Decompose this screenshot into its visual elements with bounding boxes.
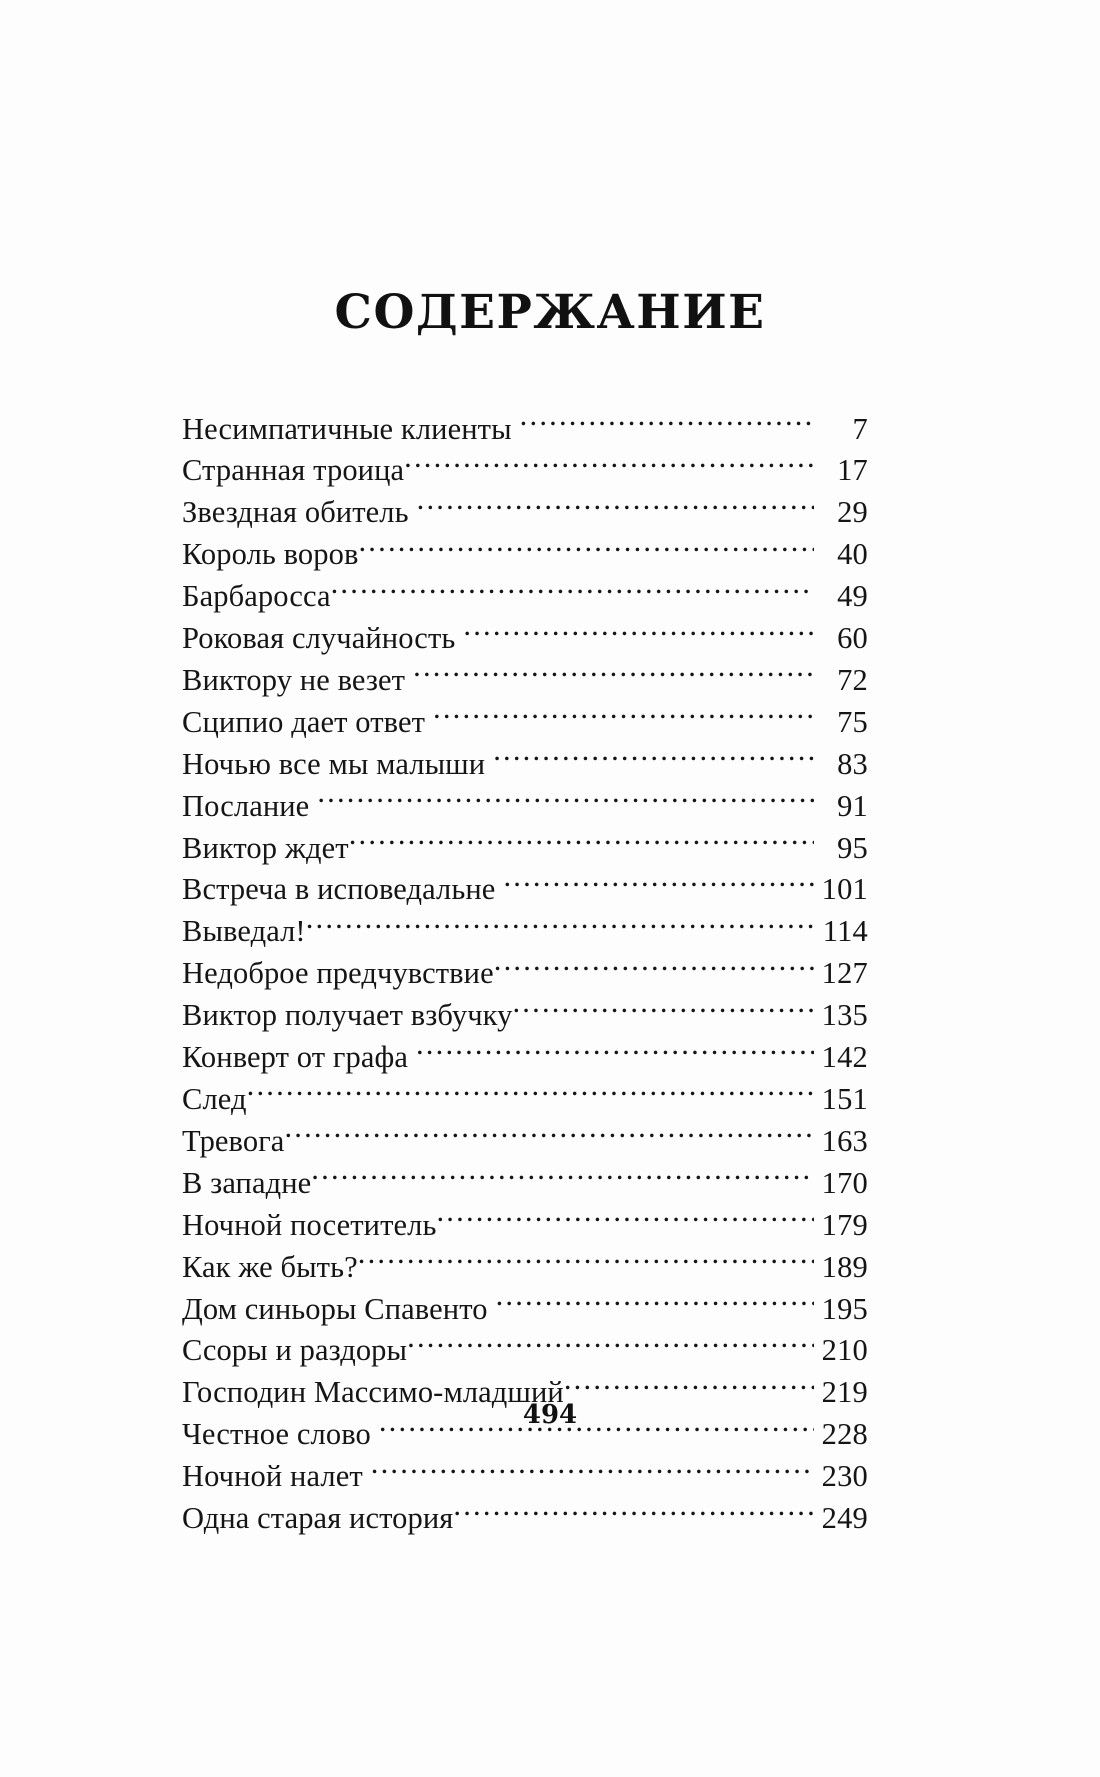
toc-entry-page-number: 210 [821, 1333, 868, 1368]
toc-entry[interactable] [182, 576, 868, 618]
toc-entry-page-number: 228 [821, 1417, 868, 1452]
toc-entry-page-number: 75 [837, 704, 868, 739]
toc-entry[interactable] [182, 1079, 868, 1121]
toc-entry-title: Король воров [182, 537, 359, 572]
toc-entry[interactable] [182, 1120, 868, 1162]
toc-dot-leader [496, 1288, 814, 1319]
toc-dot-leader [520, 408, 814, 439]
toc-dot-leader [284, 1120, 814, 1151]
toc-entry-list [182, 408, 868, 1539]
toc-entry-title: Дом синьоры Спавенто [182, 1291, 488, 1326]
toc-entry-page-number: 114 [822, 914, 868, 949]
toc-entry-title: Роковая случайность [182, 621, 456, 656]
toc-entry[interactable] [182, 869, 868, 911]
toc-entry-title: Ночной налет [182, 1459, 363, 1494]
toc-entry-page-number: 230 [821, 1459, 868, 1494]
toc-dot-leader [503, 869, 814, 900]
toc-entry-title: Как же быть? [182, 1249, 358, 1284]
toc-entry-title: Честное слово [182, 1417, 371, 1452]
toc-entry-title: Недоброе предчувствие [182, 956, 494, 991]
toc-entry-title: Конверт от графа [182, 1040, 408, 1075]
toc-entry-title: Виктор ждет [182, 830, 349, 865]
toc-dot-leader [417, 492, 814, 523]
toc-dot-leader [463, 618, 814, 649]
toc-dot-leader [494, 953, 814, 984]
toc-entry-page-number: 142 [821, 1040, 868, 1075]
toc-dot-leader [311, 1162, 814, 1193]
toc-entry[interactable] [182, 659, 868, 701]
toc-entry-page-number: 72 [837, 662, 868, 697]
toc-dot-leader [358, 534, 814, 565]
toc-entry-title: Тревога [182, 1123, 285, 1158]
toc-entry-title: Встреча в исповедальне [182, 872, 496, 907]
toc-entry-page-number: 127 [821, 956, 868, 991]
toc-entry[interactable] [182, 827, 868, 869]
toc-entry-title: След [182, 1082, 247, 1116]
toc-entry-page-number: 83 [837, 746, 868, 781]
page-title: СОДЕРЖАНИЕ [334, 285, 766, 341]
toc-entry-page-number: 195 [821, 1291, 868, 1326]
toc-dot-leader [306, 911, 814, 942]
toc-entry-title: Послание [182, 788, 310, 823]
toc-entry-title: Виктор получает взбучку [182, 998, 513, 1033]
toc-dot-leader [407, 1330, 814, 1361]
toc-entry-page-number: 135 [821, 998, 868, 1033]
toc-dot-leader [331, 576, 814, 607]
toc-entry-title: В западне [182, 1165, 312, 1200]
toc-entry-title: Звездная обитель [182, 495, 409, 530]
toc-entry[interactable] [182, 408, 868, 450]
toc-entry-page-number: 219 [821, 1375, 868, 1410]
toc-dot-leader [349, 827, 814, 858]
toc-entry[interactable] [182, 1162, 868, 1204]
toc-dot-leader [433, 701, 814, 732]
toc-entry-title: Странная троица [182, 453, 405, 488]
toc-dot-leader [317, 785, 814, 816]
toc-entry-page-number: 163 [821, 1123, 868, 1158]
toc-entry-page-number: 249 [821, 1501, 868, 1536]
toc-dot-leader [453, 1498, 814, 1529]
toc-entry-page-number: 49 [837, 579, 868, 614]
toc-dot-leader [436, 1204, 814, 1235]
toc-entry[interactable] [182, 701, 868, 743]
toc-entry-page-number: 95 [837, 830, 868, 865]
toc-entry-title: Несимпатичные клиенты [182, 411, 512, 446]
toc-entry[interactable] [182, 1456, 868, 1498]
toc-entry-title: Ссоры и раздоры [182, 1333, 408, 1368]
toc-entry[interactable] [182, 450, 868, 492]
toc-dot-leader [493, 743, 814, 774]
toc-entry[interactable] [182, 1246, 868, 1288]
toc-entry-title: Виктору не везет [182, 662, 406, 697]
toc-entry[interactable] [182, 743, 868, 785]
toc-dot-leader [564, 1372, 814, 1403]
toc-entry[interactable] [182, 1037, 868, 1079]
toc-entry-title: Сципио дает ответ [182, 704, 426, 739]
toc-dot-leader [416, 1037, 814, 1068]
toc-dot-leader [512, 995, 814, 1026]
toc-entry-title: Барбаросса [182, 579, 331, 614]
toc-entry-title: Одна старая история [182, 1501, 454, 1536]
toc-entry-title: Ночной посетитель [182, 1207, 437, 1242]
toc-entry-page-number: 151 [821, 1082, 868, 1116]
toc-entry-title: Ночью все мы малыши [182, 746, 486, 781]
toc-dot-leader [404, 450, 814, 481]
toc-entry-title: Выведал! [182, 914, 306, 949]
toc-entry[interactable] [182, 1204, 868, 1246]
toc-entry-page-number: 179 [821, 1207, 868, 1242]
toc-dot-leader [358, 1246, 814, 1277]
toc-entry-page-number: 101 [821, 872, 868, 907]
toc-entry[interactable] [182, 1498, 868, 1540]
toc-entry-page-number: 189 [821, 1249, 868, 1284]
toc-entry[interactable] [182, 953, 868, 995]
toc-entry-page-number: 60 [837, 621, 868, 656]
toc-entry[interactable] [182, 995, 868, 1037]
toc-entry-page-number: 40 [837, 537, 868, 572]
toc-entry-page-number: 17 [837, 453, 868, 488]
toc-dot-leader [413, 659, 814, 690]
toc-entry-page-number: 29 [837, 495, 868, 530]
toc-entry[interactable] [182, 618, 868, 660]
toc-dot-leader [371, 1456, 814, 1487]
toc-entry-title: Господин Массимо-младший [182, 1375, 564, 1410]
toc-entry[interactable] [182, 911, 868, 953]
toc-entry[interactable] [182, 492, 868, 534]
toc-entry[interactable] [182, 1330, 868, 1372]
toc-entry[interactable] [182, 785, 868, 827]
toc-entry-page-number: 170 [821, 1165, 868, 1200]
toc-entry[interactable] [182, 534, 868, 576]
toc-entry[interactable] [182, 1288, 868, 1330]
toc-entry-page-number: 7 [852, 411, 868, 446]
toc-dot-leader [247, 1079, 814, 1110]
page-folio-number: 494 [522, 1400, 578, 1430]
toc-entry-page-number: 91 [837, 788, 868, 823]
